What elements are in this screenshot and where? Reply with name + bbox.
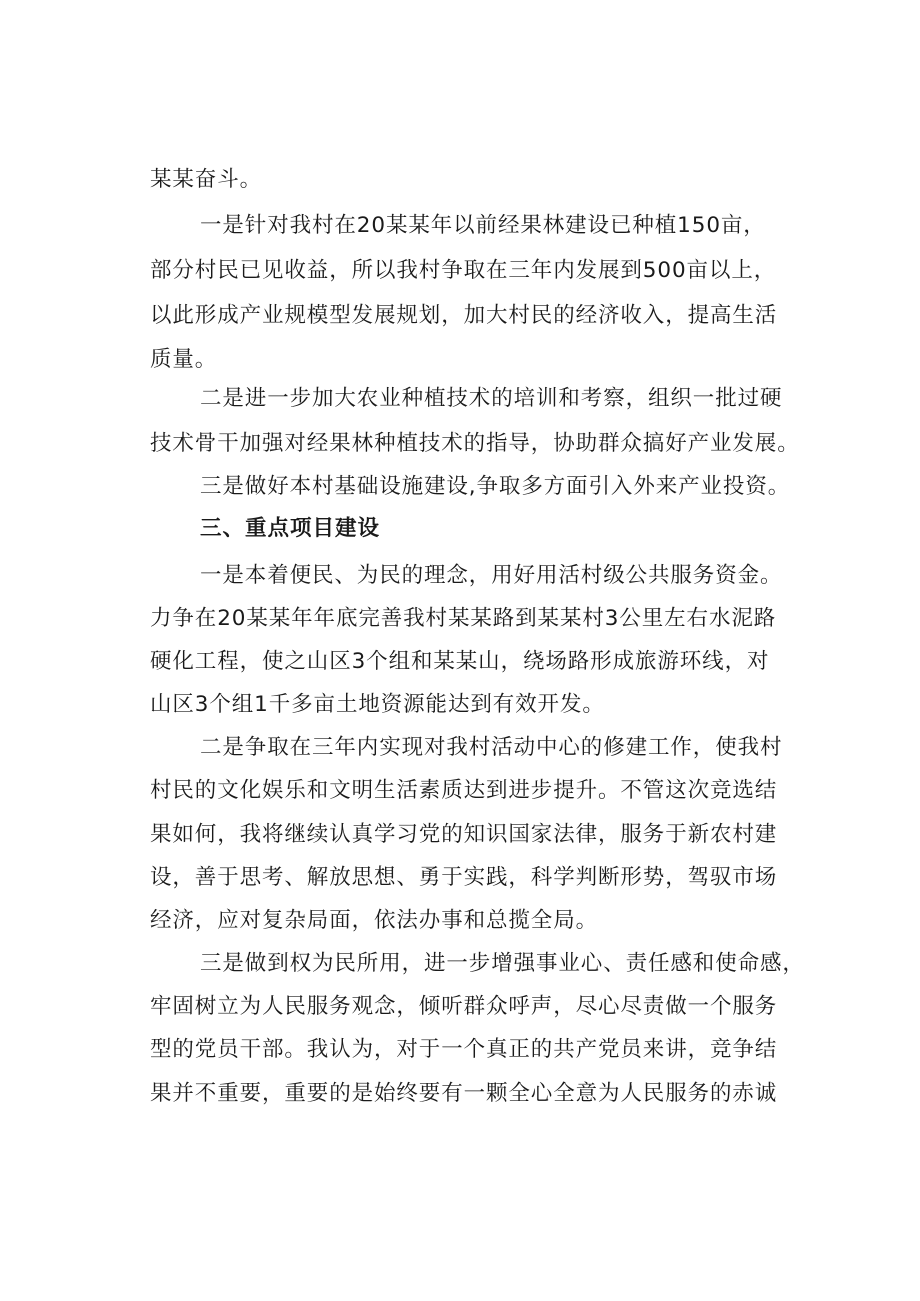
- text-line: 某某奋斗。: [150, 167, 263, 192]
- text-line: 果并不重要，重要的是始终要有一颗全心全意为人民服务的赤诚: [150, 1081, 778, 1106]
- text-line: 果如何，我将继续认真学习党的知识国家法律，服务于新农村建: [150, 822, 778, 847]
- text-line: 硬化工程，使之山区3个组和某某山，绕场路形成旅游环线，对: [150, 649, 770, 674]
- text-line: 经济，应对复杂局面，依法办事和总揽全局。: [150, 908, 599, 933]
- text-line: 力争在20某某年年底完善我村某某路到某某村3公里左右水泥路: [150, 606, 777, 631]
- text-line: 二是进一步加大农业种植技术的培训和考察，组织一批过硬: [200, 386, 783, 411]
- text-line: 三是做到权为民所用，进一步增强事业心、责任感和使命感，: [200, 951, 805, 976]
- text-line: 以此形成产业规模型发展规划，加大村民的经济收入，提高生活: [150, 303, 778, 328]
- text-line: 一是针对我村在20某某年以前经果林建设已种植150亩，: [200, 213, 766, 238]
- text-line: 型的党员干部。我认为，对于一个真正的共产党员来讲，竞争结: [150, 1037, 778, 1062]
- text-line: 三是做好本村基础设施建设,争取多方面引入外来产业投资。: [200, 474, 791, 499]
- text-line: 村民的文化娱乐和文明生活素质达到进步提升。不管这次竞选结: [150, 778, 778, 803]
- text-line: 牢固树立为人民服务观念，倾听群众呼声，尽心尽责做一个服务: [150, 994, 778, 1019]
- text-line: 部分村民已见收益，所以我村争取在三年内发展到500亩以上，: [150, 258, 777, 283]
- text-line: 二是争取在三年内实现对我村活动中心的修建工作，使我村: [200, 735, 783, 760]
- section-heading: 三、重点项目建设: [200, 516, 381, 541]
- text-line: 技术骨干加强对经果林种植技术的指导，协助群众搞好产业发展。: [150, 431, 800, 456]
- text-line: 质量。: [150, 347, 218, 372]
- text-line: 一是本着便民、为民的理念，用好用活村级公共服务资金。: [200, 563, 783, 588]
- text-line: 设，善于思考、解放思想、勇于实践，科学判断形势，驾驭市场: [150, 865, 778, 890]
- text-line: 山区3个组1千多亩土地资源能达到有效开发。: [150, 692, 605, 717]
